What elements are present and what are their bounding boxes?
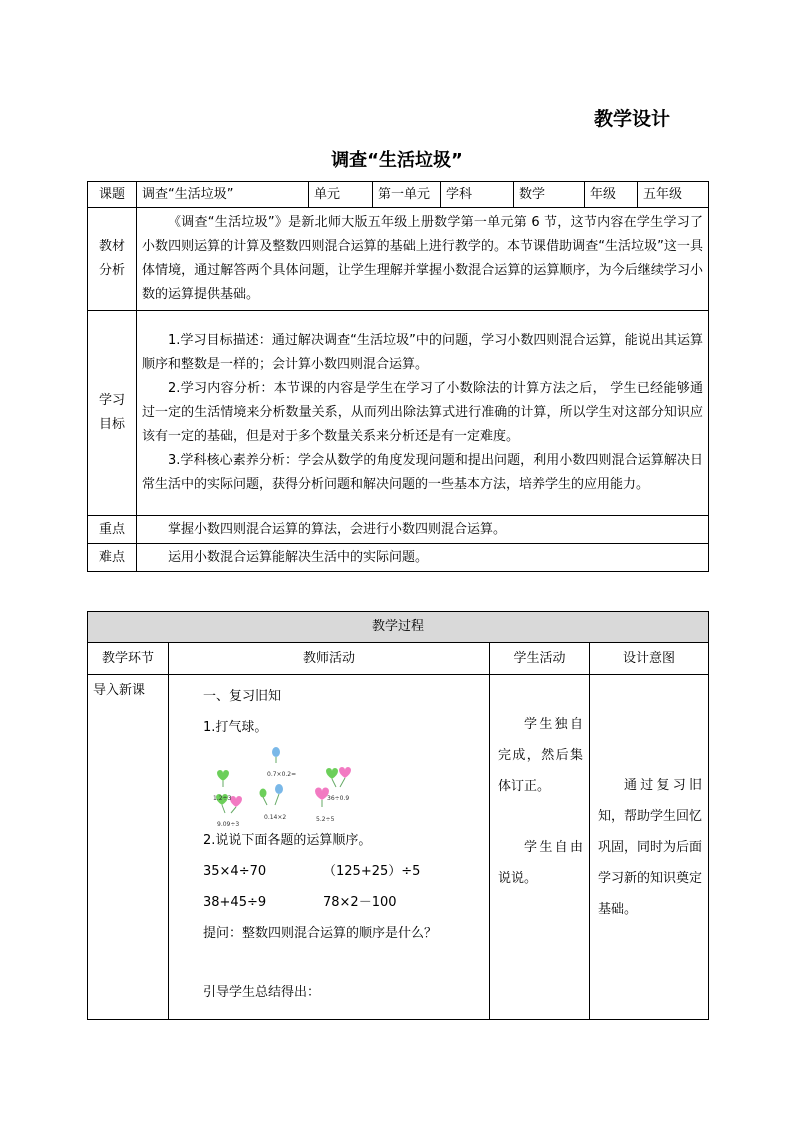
key-point-text: 掌握小数四则混合运算的算法，会进行小数四则混合运算。 (137, 516, 709, 544)
goals-label (88, 311, 137, 516)
balloon-label: 0.7×0.2= (267, 771, 297, 778)
teacher-item-2: 2.说说下面各题的运算顺序。 (203, 833, 372, 848)
goals-label-line-2: 目标 (98, 417, 125, 432)
grade-value: 五年级 (638, 182, 709, 208)
expression: 35×4÷70 (203, 864, 267, 879)
lesson-label: 课题 (88, 182, 137, 208)
balloon-label: 1.2÷3 (213, 795, 232, 802)
student-activity-1: 学生独自完成，然后集体订正。 (498, 717, 583, 794)
goal-3: 3.学科核心素养分析：学会从数学的角度发现问题和提出问题，利用小数四则混合运算解决日常生活中的实际问题，获得分析问题和解决问题的一些基本方法，培养学生的应用能力。 (142, 453, 703, 492)
blank-space (203, 949, 479, 977)
subject-label: 学科 (441, 182, 514, 208)
balloon-figure (203, 745, 363, 828)
teacher-question: 提问：整数四则混合运算的顺序是什么？ (203, 926, 438, 941)
header-title: 教学设计 (594, 108, 671, 130)
balloon-icon (272, 747, 280, 763)
stage-cell: 导入新课 (88, 675, 169, 1020)
col-header-teacher: 教师活动 (169, 643, 490, 675)
material-label (88, 208, 137, 311)
design-intent-cell (590, 675, 709, 1020)
col-header-design: 设计意图 (590, 643, 709, 675)
balloon-label: 9.09÷3 (217, 821, 240, 828)
expression: （125+25）÷5 (323, 864, 421, 879)
unit-value: 第一单元 (373, 182, 441, 208)
teaching-process-table (87, 611, 709, 1020)
goal-2: 2.学习内容分析：本节课的内容是学生在学习了小数除法的计算方法之后， 学生已经能够通过一定的生活情境来分析数量关系，从而列出除法算式进行准确的计算，所以学生对这部分知识应该有一定的基础，但是对于多个数量关系来分析还是有一定难度。 (142, 381, 703, 444)
teacher-section-title: 一、复习旧知 (203, 689, 282, 704)
subject-value: 数学 (514, 182, 585, 208)
teacher-activity-cell (169, 675, 490, 1020)
balloon-icon (326, 767, 351, 787)
goals-cell (137, 311, 709, 516)
col-header-stage: 教学环节 (88, 643, 169, 675)
balloon-icon (217, 770, 229, 787)
key-point-label: 重点 (88, 516, 137, 544)
difficult-point-label: 难点 (88, 544, 137, 572)
material-label-line-2: 分析 (98, 263, 125, 278)
expression-row (203, 887, 479, 918)
unit-label: 单元 (309, 182, 373, 208)
goals-label-line-1: 学习 (98, 393, 125, 408)
material-label-line-1: 教材 (98, 239, 125, 254)
teacher-guide: 引导学生总结得出： (203, 985, 321, 1000)
process-title: 教学过程 (88, 612, 709, 643)
lesson-value: 调查“生活垃圾” (137, 182, 309, 208)
student-activity-cell (490, 675, 590, 1020)
document-title: 调查“生活垃圾” (331, 150, 463, 171)
balloon-icon (260, 784, 284, 805)
lesson-info-table (87, 181, 709, 572)
col-header-student: 学生活动 (490, 643, 590, 675)
material-analysis-text: 《调查“生活垃圾”》是新北师大版五年级上册数学第一单元第 6 节，这节内容在学生学习了小数四则运算的计算及整数四则混合运算的基础上进行教学的。本节课借助调查“生活垃圾”这一具体情境，通过解答两个具体问题，让学生理解并掌握小数混合运算的运算顺序，为今后继续学习小数的运算提供基础。 (137, 208, 709, 311)
balloon-label: 5.2÷5 (316, 816, 335, 823)
balloon-label: 0.14×2 (264, 814, 287, 821)
difficult-point-text: 运用小数混合运算能解决生活中的实际问题。 (137, 544, 709, 572)
expression-row (203, 856, 479, 887)
balloon-label: 36÷0.9 (327, 795, 350, 802)
blank-space (498, 802, 583, 832)
goal-1: 1.学习目标描述：通过解决调查“生活垃圾”中的问题，学习小数四则混合运算，能说出其运算顺序和整数是一样的；会计算小数四则混合运算。 (142, 333, 703, 372)
design-intent-text: 通过复习旧知，帮助学生回忆巩固，同时为后面学习新的知识奠定基础。 (598, 777, 703, 917)
student-activity-2: 学生自由说说。 (498, 840, 583, 886)
grade-label: 年级 (585, 182, 638, 208)
expression: 38+45÷9 (203, 895, 267, 910)
teacher-item-1: 1.打气球。 (203, 720, 268, 735)
expression: 78×2－100 (323, 895, 397, 910)
